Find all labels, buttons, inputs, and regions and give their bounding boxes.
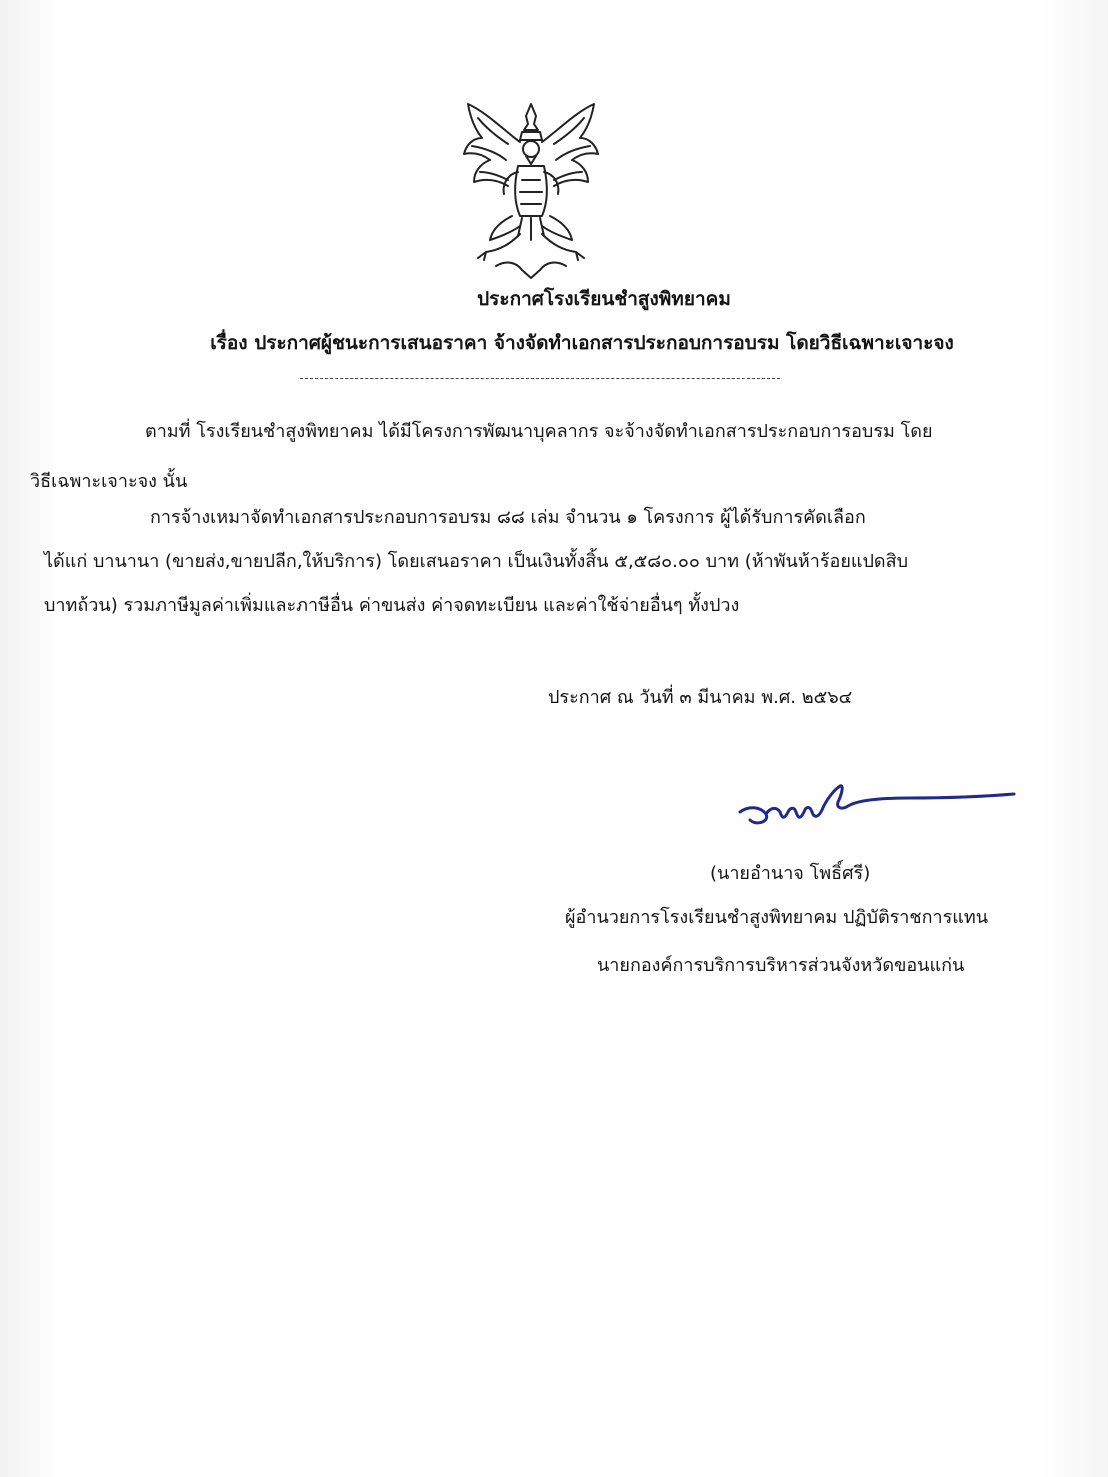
body-paragraph-1-line-2: วิธีเฉพาะเจาะจง นั้น xyxy=(30,471,188,492)
announcement-date: ประกาศ ณ วันที่ ๓ มีนาคม พ.ศ. ๒๕๖๔ xyxy=(548,687,853,708)
garuda-emblem-icon xyxy=(456,94,606,280)
body-paragraph-2-line-3: บาทถ้วน) รวมภาษีมูลค่าเพิ่มและภาษีอื่น ค่าขนส่ง ค่าจดทะเบียน และค่าใช้จ่ายอื่นๆ ทั้งปวง xyxy=(44,595,740,616)
signer-position-line-2: นายกองค์การบริการบริหารส่วนจังหวัดขอนแก่น xyxy=(597,955,965,976)
announcement-subject: เรื่อง ประกาศผู้ชนะการเสนอราคา จ้างจัดทำเอกสารประกอบการอบรม โดยวิธีเฉพาะเจาะจง xyxy=(210,332,954,354)
signer-position-line-1: ผู้อำนวยการโรงเรียนชำสูงพิทยาคม ปฏิบัติราชการแทน xyxy=(565,907,989,928)
body-paragraph-2-line-2: ได้แก่ บานานา (ขายส่ง,ขายปลีก,ให้บริการ) โดยเสนอราคา เป็นเงินทั้งสิ้น ๕,๕๘๐.๐๐ บาท (ห้าพันห้าร้อยแปดสิบ xyxy=(44,551,908,572)
handwritten-signature xyxy=(730,768,1020,838)
separator-line xyxy=(300,378,780,379)
body-paragraph-2-line-1: การจ้างเหมาจัดทำเอกสารประกอบการอบรม ๘๘ เล่ม จำนวน ๑ โครงการ ผู้ได้รับการคัดเลือก xyxy=(150,507,866,528)
announcement-title: ประกาศโรงเรียนชำสูงพิทยาคม xyxy=(477,288,731,310)
signer-name: (นายอำนาจ โพธิ์ศรี) xyxy=(710,863,871,884)
body-paragraph-1-line-1: ตามที่ โรงเรียนชำสูงพิทยาคม ได้มีโครงการพัฒนาบุคลากร จะจ้างจัดทำเอกสารประกอบการอบรม โดย xyxy=(145,421,933,442)
